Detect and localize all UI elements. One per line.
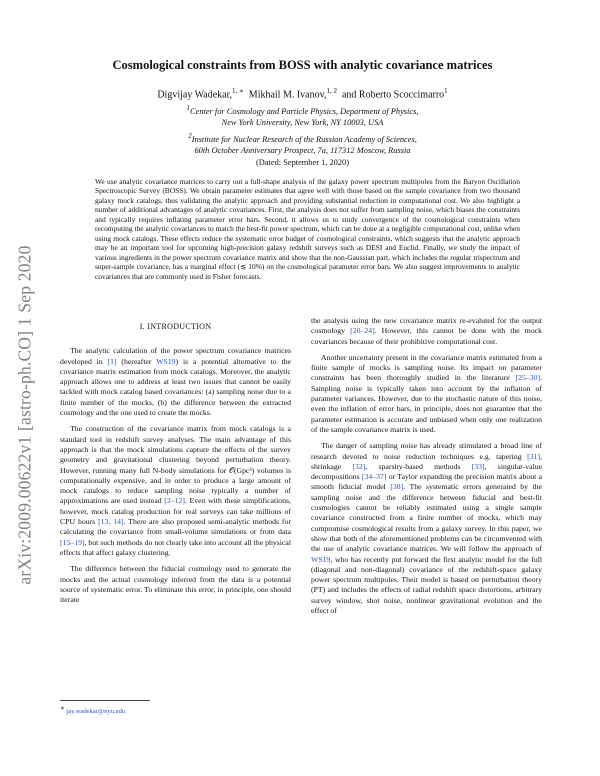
author-list [60, 87, 545, 100]
citation-link[interactable]: [34–37] [361, 472, 387, 482]
affiliation-mark: 2 [188, 132, 192, 141]
paragraph: The construction of the covariance matrix from mock catalogs is a standard tool in redshift survey analyses. The main advantage of this approach is that the mock simulations capture the effects of the survey geometry and gravitational clustering beyond perturbation theory. However, running many full N-body simulations for 𝒪(Gpc³) volumes is computationally expensive, and in order to produce a large amount of mock catalogs to reduce sampling noise typically a number of approximations are used instead [2–12]. Even with these simplifications, however, mock catalog production for real surveys can take millions of CPU hours [13, 14]. There are also proposed semi-analytic methods for calculating the covariance from small-volume simulations or from data [15–19], but such methods do not clearly take into account all the physical effects that affect galaxy clustering. [60, 424, 291, 557]
body-columns [60, 316, 545, 756]
citation-link[interactable]: [31] [527, 451, 541, 461]
paragraph: Another uncertainty present in the covariance matrix estimated from a finite sample of mocks is sampling noise. Its impact on parameter constraints has been thoroughly studied in the literature [25–30]. Sampling noise is typically taken into account by the inflation of parameter variances. However, due to the stochastic nature of this noise, even the inflation of error bars, in principle, does not guarantee that the parameter estimation is accurate and unbiased when only one realization of the sample covariance matrix is used. [311, 352, 542, 434]
paper-title: Cosmological constraints from BOSS with analytic covariance matrices [112, 58, 493, 72]
author-marks: 1, 2 [326, 87, 337, 95]
right-column [311, 316, 542, 616]
arxiv-identifier-stamp [10, 240, 40, 590]
affiliation-1 [60, 103, 545, 128]
left-column [60, 316, 291, 605]
citation-link[interactable]: [1] [107, 356, 117, 366]
citation-link[interactable]: [32] [352, 461, 366, 471]
footnote-rule [60, 700, 150, 701]
dated-line: (Dated: September 1, 2020) [255, 157, 350, 167]
citation-link[interactable]: [13, 14] [98, 517, 124, 527]
citation-link[interactable]: [38] [390, 482, 404, 492]
author-name: Digvijay Wadekar, [157, 89, 233, 101]
footnote [60, 700, 291, 715]
paper-page [60, 0, 545, 716]
citation-link[interactable]: WS19 [156, 356, 176, 366]
affiliation-line: Institute for Nuclear Research of the Russian Academy of Sciences, [191, 134, 417, 144]
citation-link[interactable]: [20–24] [350, 326, 375, 336]
affiliation-line: 60th October Anniversary Prospect, 7a, 117312 Moscow, Russia [194, 145, 411, 155]
affiliation-mark: 1 [186, 104, 191, 113]
paragraph: The difference between the fiducial cosmology used to generate the mocks and the actual cosmology inferred from the data is a potential source of systematic error. To eliminate this error, in principle, one should iterate [60, 564, 291, 605]
paragraph: the analysis using the new covariance matrix re-evaluted for the output cosmology [20–24]. However, this cannot be done with the mock covariances because of their prohibitive computational cost. [311, 316, 543, 346]
affiliation-line: New York University, New York, NY 10003, USA [221, 118, 384, 128]
arxiv-identifier: arXiv:2009.00622v1 [astro-ph.CO] 1 Sep 2020 [14, 245, 35, 585]
affiliation-2 [60, 131, 545, 156]
footnote-mark: ∗ [60, 704, 65, 712]
citation-link[interactable]: [2–12] [164, 496, 185, 506]
abstract: We use analytic covariance matrices to carry out a full-shape analysis of the galaxy power spectrum multipoles from the Baryon Oscillation Spectroscopic Survey (BOSS). We obtain parameter estimates that agree well with those based on the sample covariance from two thousand galaxy mock catalogs, thus validating the analytic approach and providing substantial reduction in computational cost. We also highlight a number of additional advantages of analytic covariances. First, the analysis does not suffer from sampling noise, which biases the constraints and typically requires inflating parameter error bars. Second, it allows us to study convergence of the cosmological constraints when recomputing the analytic covariances to match the best-fit power spectrum, which can be done at a negligible computational cost, unlike when using mock catalogs. These effects reduce the systematic error budget of cosmological constraints, which suggests that the analytic approach may be an important tool for upcoming high-precision galaxy redshift surveys such as DESI and Euclid. Finally, we study the impact of various ingredients in the power spectrum covariance matrix and show that the non-Gaussian part, which includes the regular trispectrum and super-sample covariance, has a marginal effect (≲ 10%) on the cosmological parameter error bars. We also suggest improvements to analytic covariances that are commonly used in Fisher forecasts. [95, 176, 520, 281]
citation-link[interactable]: [15–19] [60, 537, 85, 547]
section-heading: I. INTRODUCTION [139, 322, 212, 331]
citation-link[interactable]: [33] [471, 461, 485, 471]
affiliation-line: Center for Cosmology and Particle Physics, Department of Physics, [190, 107, 419, 117]
citation-link[interactable]: [25–30] [515, 373, 541, 383]
paragraph: The danger of sampling noise has already stimulated a broad line of research devoted to noise reduction techniques e.g. tapering [31], shrinkage [32], sparsity-based methods [33], singular-value decompositions [34–37] or Taylor expanding the precision matrix about a smooth fiducial model [38]. The systematic errors generated by the sampling noise and the difference between fiducial and best-fit cosmologies cannot be reliably estimated using a single sample covariance constructed from a finite number of mocks, which may compromise cosmological results from a galaxy survey. In this paper, we show that both of the aforementioned problems can be circumvented with the use of analytic covariance matrices. We will follow the approach of WS19, who has recently put forward the first analytic model for the full (diagonal and non-diagonal) covariance of the redshift-space galaxy power spectrum multipoles. Their model is based on perturbation theory (PT) and includes the effects of radial redshift space distortions, arbitrary survey window, shot noise, nonlinear gravitational evolution and the effect of [311, 441, 543, 616]
paragraph: The analytic calculation of the power spectrum covariance matrices developed in [1] (hereafter WS19) is a potential alternative to the covariance matrix estimation from mock catalogs. Moreover, the analytic approach allows one to address at least two issues that cannot be easily tackled with mock catalog based covariances: (a) sampling noise due to a finite number of the mocks, (b) the difference between the extracted cosmology and the one used to create the mocks. [60, 346, 291, 418]
author-marks: 1, ∗ [232, 87, 244, 95]
author-name: and Roberto Scoccimarro [341, 89, 445, 101]
author-marks: 1 [444, 87, 448, 95]
citation-link[interactable]: WS19 [311, 554, 331, 564]
author-name: Mikhail M. Ivanov, [248, 89, 327, 101]
email-link[interactable]: jay.wadekar@nyu.edu [66, 708, 126, 716]
